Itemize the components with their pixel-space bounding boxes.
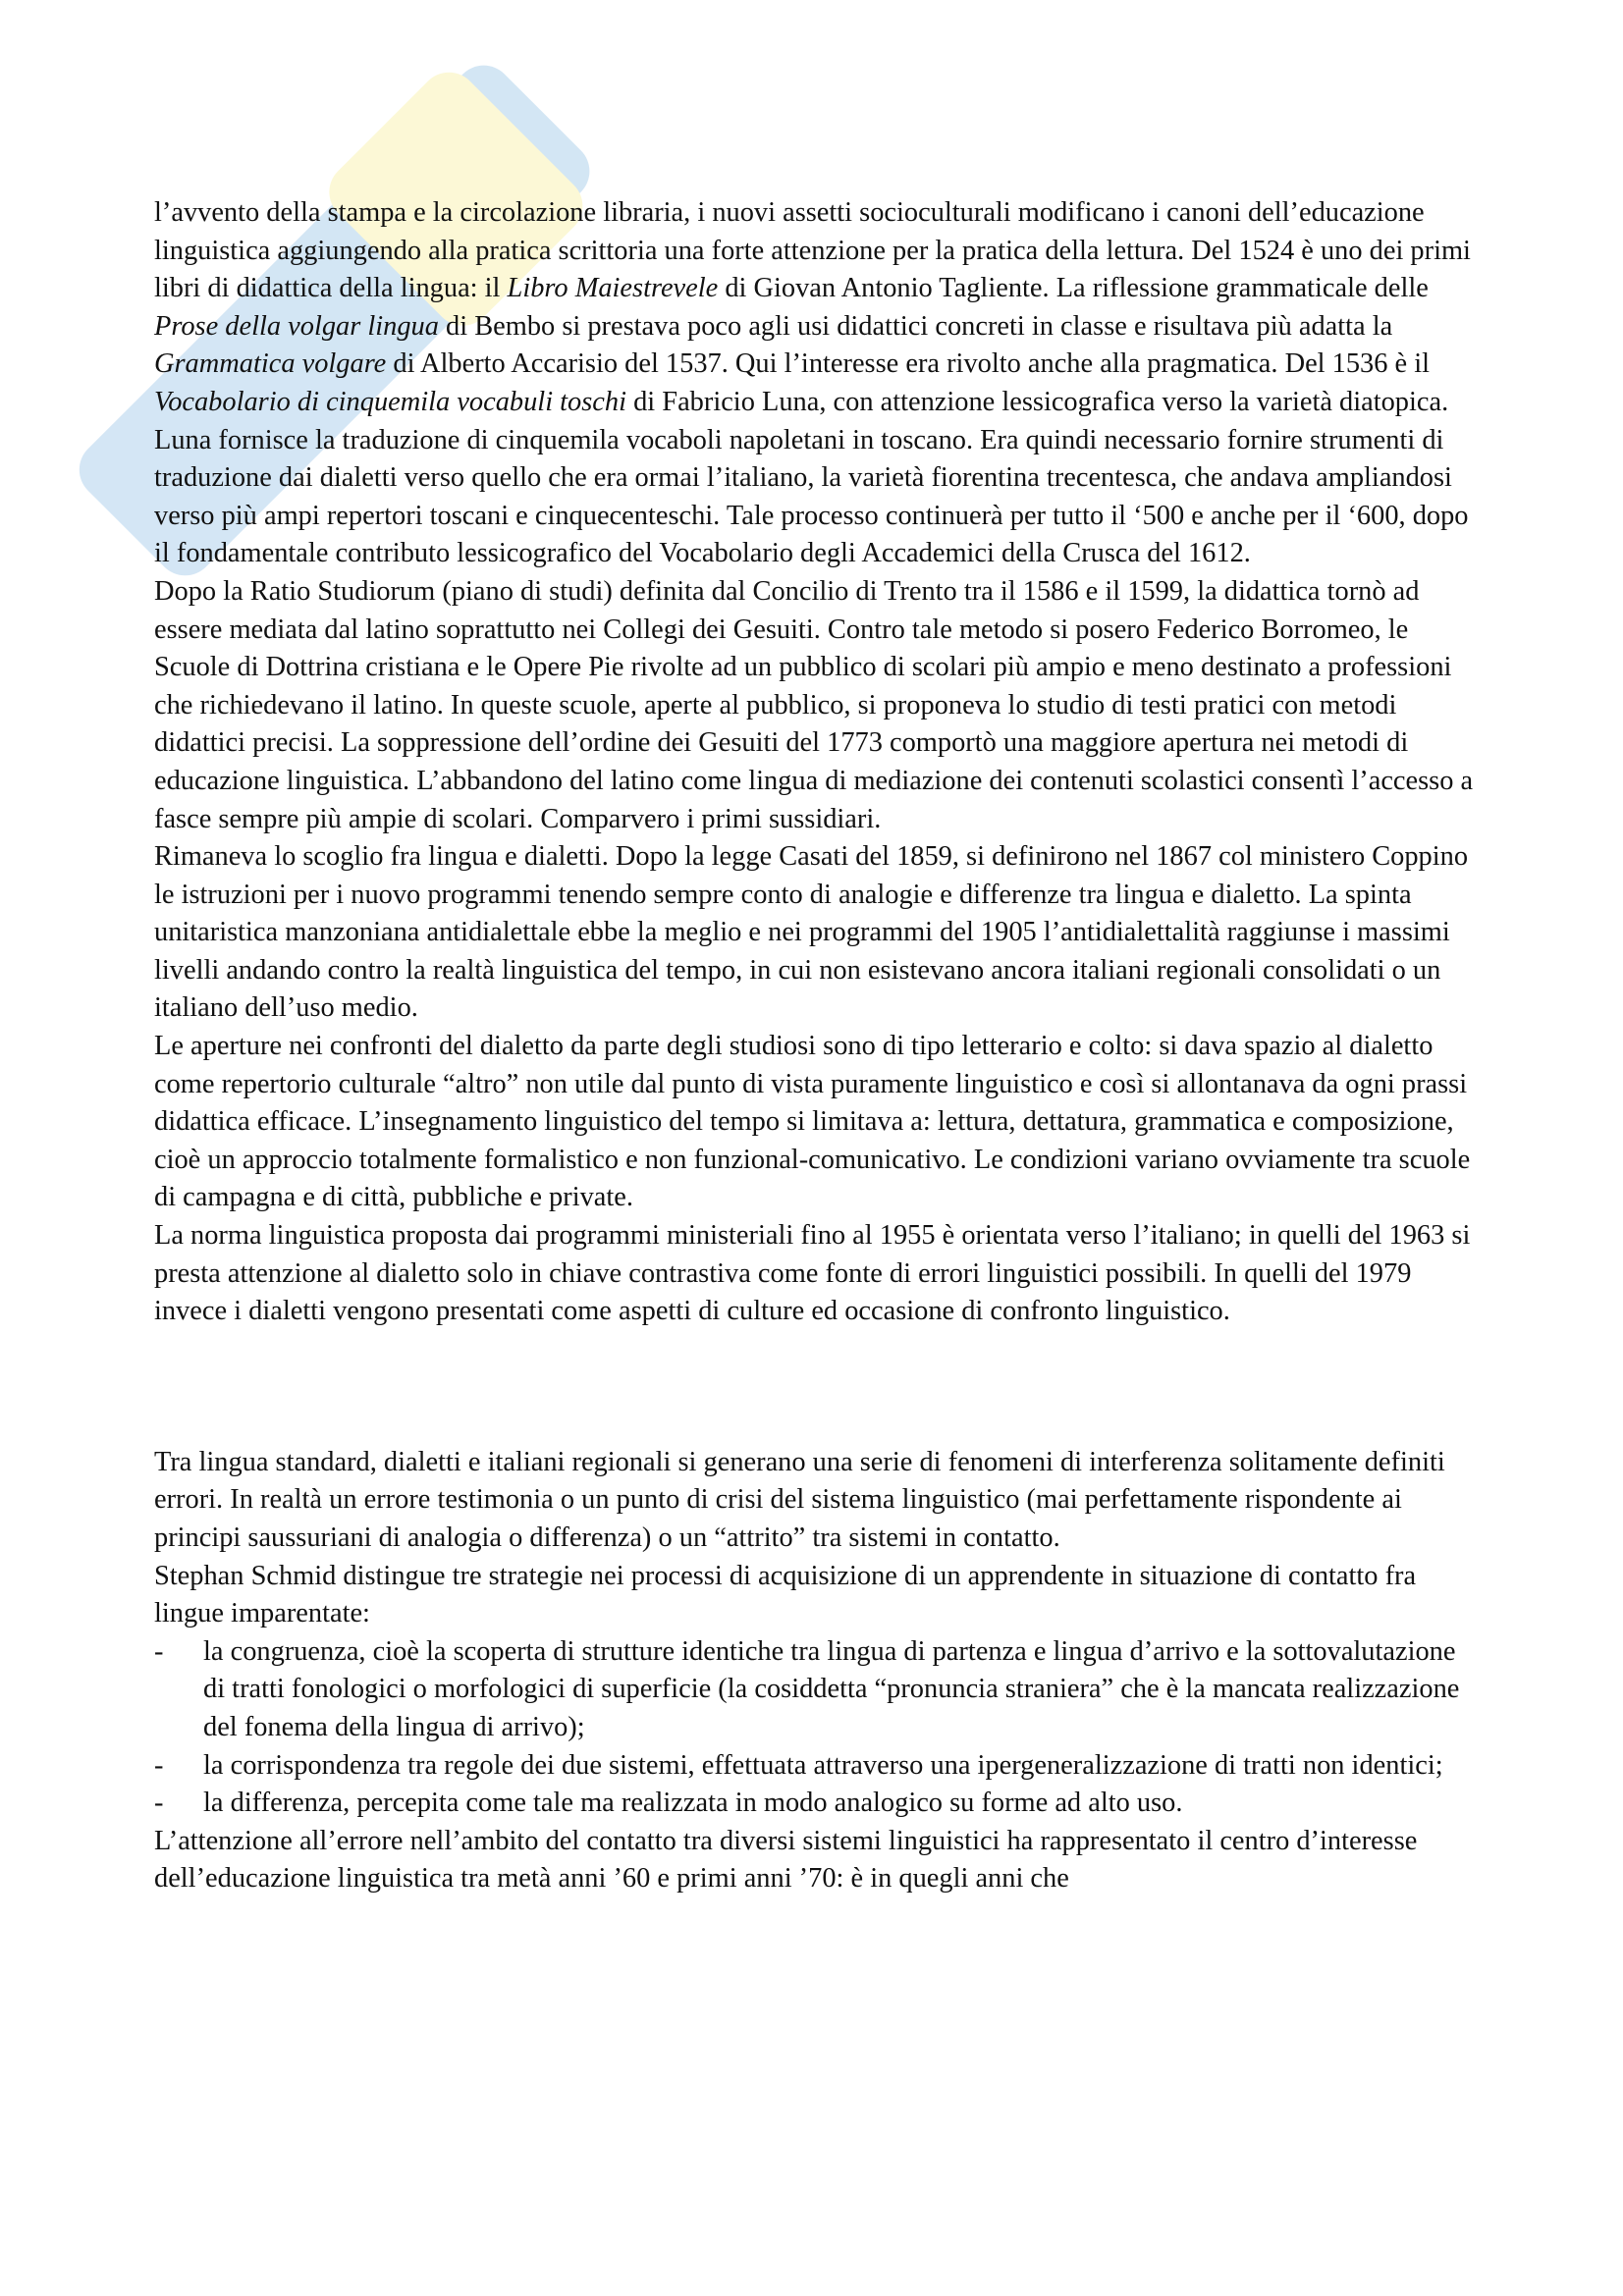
list-item: - la differenza, percepita come tale ma realizzata in modo analogico su forme ad alto uso.	[154, 1785, 1482, 1823]
paragraph-ratio-studiorum: Dopo la Ratio Studiorum (piano di studi) definita dal Concilio di Trento tra il 1586 e il 1599, la didattica tornò ad essere mediata dal latino soprattutto nei Collegi dei Gesuiti. Contro tale metodo si posero Federico Borromeo, le Scuole di Dottrina cristiana e le Opere Pie rivolte ad un pubblico di scolari più ampio e meno destinato a professioni che richiedevano il latino. In queste scuole, aperte al pubblico, si proponeva lo studio di testi pratici con metodi didattici precisi. La soppressione dell’ordine dei Gesuiti del 1773 comportò una maggiore apertura nei metodi di educazione linguistica. L’abbandono del latino come lingua di mediazione dei contenuti scolastici consentì l’accesso a fasce sempre più ampie di scolari. Comparvero i primi sussidiari.	[154, 575, 1474, 834]
strategies-list	[154, 1633, 1482, 1823]
paragraph-spacer	[154, 1331, 1482, 1444]
bullet-marker: -	[154, 1749, 164, 1781]
document-body	[154, 194, 1482, 1898]
list-item: - la congruenza, cioè la scoperta di strutture identiche tra lingua di partenza e lingua d’arrivo e la sottovalutazione di tratti fonologici o morfologici di superficie (la cosiddetta “pronuncia straniera” che è la mancata realizzazione del fonema della lingua di arrivo);	[154, 1633, 1482, 1747]
paragraph-interferenza-errori: Tra lingua standard, dialetti e italiani regionali si generano una serie di fenomeni di interferenza solitamente definiti errori. In realtà un errore testimonia o un punto di crisi del sistema linguistico (mai perfettamente rispondente ai principi saussuriani di analogia o differenza) o un “attrito” tra sistemi in contatto.	[154, 1446, 1445, 1553]
title-vocabolario-luna: Vocabolario di cinquemila vocabuli toschi	[154, 386, 626, 417]
paragraph-lingua-dialetti: Rimaneva lo scoglio fra lingua e dialetti. Dopo la legge Casati del 1859, si definirono nel 1867 col ministero Coppino le istruzioni per i nuovo programmi tenendo sempre conto di analogie e differenze tra lingua e dialetto. La spinta unitaristica manzoniana antidialettale ebbe la meglio e nei programmi del 1905 l’antidialettalità raggiunse i massimi livelli andando contro la realtà linguistica del tempo, in cui non esistevano ancora italiani regionali consolidati o un italiano dell’uso medio.	[154, 841, 1469, 1024]
paragraph-attenzione-errore: L’attenzione all’errore nell’ambito del contatto tra diversi sistemi linguistici ha rappresentato il centro d’interesse dell’educazione linguistica tra metà anni ’60 e primi anni ’70: è in quegli anni che	[154, 1825, 1418, 1895]
list-item: - la corrispondenza tra regole dei due sistemi, effettuata attraverso una ipergeneralizzazione di tratti non identici;	[154, 1747, 1482, 1786]
bullet-marker: -	[154, 1788, 164, 1819]
paragraph-norma-linguistica: La norma linguistica proposta dai programmi ministeriali fino al 1955 è orientata verso l’italiano; in quelli del 1963 si presta attenzione al dialetto solo in chiave contrastiva come fonte di errori linguistici possibili. In quelli del 1979 invece i dialetti vengono presentati come aspetti di culture ed occasione di confronto linguistico.	[154, 1220, 1471, 1327]
bullet-marker: -	[154, 1635, 164, 1667]
paragraph-didattica-cinquecento: l’avvento della stampa e la circolazione libraria, i nuovi assetti socioculturali modificano i canoni dell’educazione linguistica aggiungendo alla pratica scrittoria una forte attenzione per la pratica della lettura. Del 1524 è uno dei primi libri di didattica della lingua: il Libro Maiestrevele di Giovan Antonio Tagliente. La riflessione grammaticale delle Prose della volgar lingua di Bembo si prestava poco agli usi didattici concreti in classe e risultava più adatta la Grammatica volgare di Alberto Accarisio del 1537. Qui l’interesse era rivolto anche alla pragmatica. Del 1536 è il Vocabolario di cinquemila vocabuli toschi di Fabricio Luna, con attenzione lessicografica verso la varietà diatopica. Luna fornisce la traduzione di cinquemila vocaboli napoletani in toscano. Era quindi necessario fornire strumenti di traduzione dai dialetti verso quello che era ormai l’italiano, la varietà fiorentina trecentesca, che andava ampliandosi verso più ampi repertori toscani e cinquecenteschi. Tale processo continuerà per tutto il ‘500 e anche per il ‘600, dopo il fondamentale contributo lessicografico del Vocabolario degli Accademici della Crusca del 1612.	[154, 197, 1471, 569]
title-libro-maiestrevele: Libro Maiestrevele	[507, 273, 719, 304]
paragraph-schmid-strategie: Stephan Schmid distingue tre strategie nei processi di acquisizione di un apprendente in situazione di contatto fra lingue imparentate:	[154, 1560, 1417, 1629]
title-prose-volgar-lingua: Prose della volgar lingua	[154, 310, 439, 342]
title-grammatica-volgare: Grammatica volgare	[154, 348, 387, 380]
paragraph-aperture-dialetto: Le aperture nei confronti del dialetto da parte degli studiosi sono di tipo letterario e colto: si dava spazio al dialetto come repertorio culturale “altro” non utile dal punto di vista puramente linguistico e così si allontanava da ogni prassi didattica efficace. L’insegnamento linguistico del tempo si limitava a: lettura, dettatura, grammatica e composizione, cioè un approccio totalmente formalistico e non funzional-comunicativo. Le condizioni variano ovviamente tra scuole di campagna e di città, pubbliche e private.	[154, 1031, 1471, 1213]
